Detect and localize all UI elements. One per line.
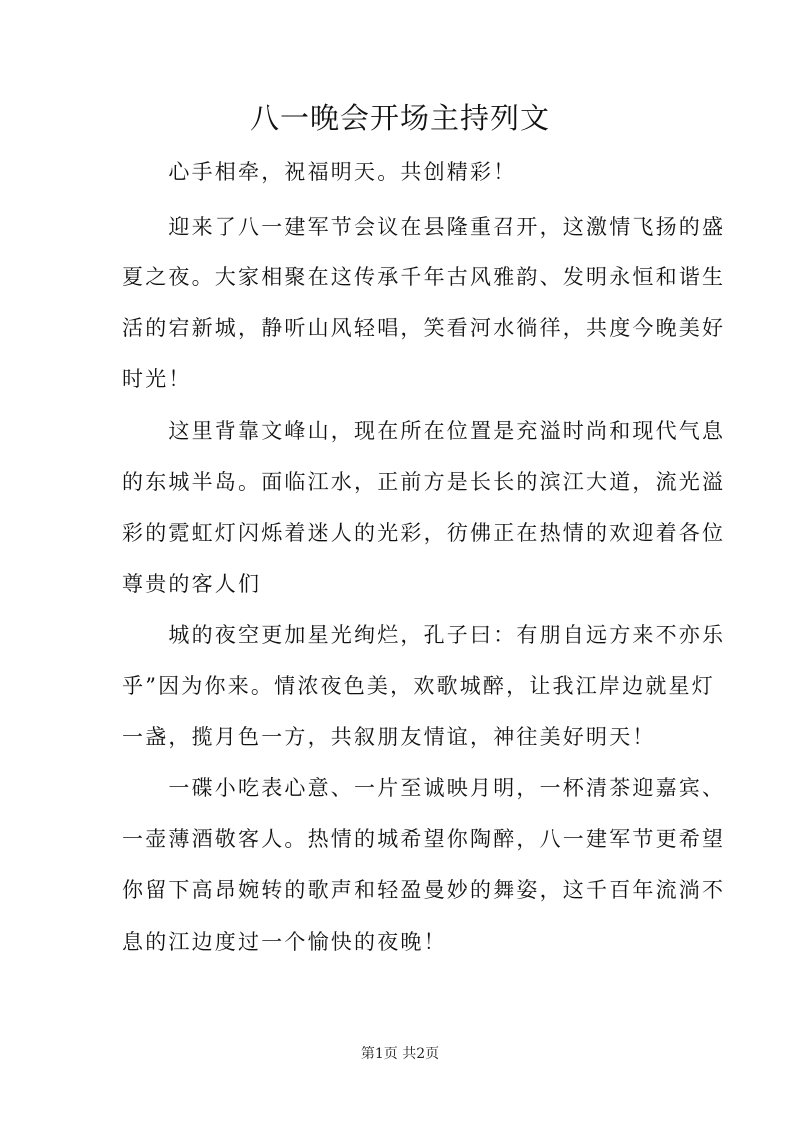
text-line: 一盏，揽月色一方，共叙朋友情谊，神往美好明天！	[122, 725, 656, 749]
text-line: 尊贵的客人们	[122, 572, 262, 596]
text-line: 一碟小吃表心意、一片至诚映月明，一杯清茶迎嘉宾、	[122, 776, 726, 800]
text-line: 这里背靠文峰山，现在所在位置是充溢时尚和现代气息	[122, 419, 726, 443]
text-line: 心手相牵，祝福明天。共创精彩！	[122, 160, 517, 184]
text-line: 息的江边度过一个愉快的夜晚！	[122, 930, 447, 954]
text-line: 一壶薄酒敬客人。热情的城希望你陶醉，八一建军节更希望	[122, 827, 726, 851]
text-line: 城的夜空更加星光绚烂，孔子曰：有朋自远方来不亦乐	[122, 623, 726, 647]
text-line: 的东城半岛。面临江水，正前方是长长的滨江大道，流光溢	[122, 470, 726, 494]
text-line: 迎来了八一建军节会议在县隆重召开，这激情飞扬的盛	[122, 215, 726, 239]
text-line: 活的宕新城，静听山风轻唱，笑看河水徜徉，共度今晚美好	[122, 316, 726, 340]
page-number-footer: 第1页 共2页	[360, 1046, 440, 1062]
text-line: 乎”因为你来。情浓夜色美，欢歌城醉，让我江岸边就星灯	[122, 674, 715, 698]
text-line: 夏之夜。大家相聚在这传承千年古风雅韵、发明永恒和谐生	[122, 265, 726, 289]
document-title: 八一晚会开场主持列文	[249, 101, 550, 135]
text-line: 时光！	[122, 367, 192, 391]
text-line: 彩的霓虹灯闪烁着迷人的光彩，彷佛正在热情的欢迎着各位	[122, 521, 726, 545]
text-line: 你留下高昂婉转的歌声和轻盈曼妙的舞姿，这千百年流淌不	[122, 878, 726, 902]
